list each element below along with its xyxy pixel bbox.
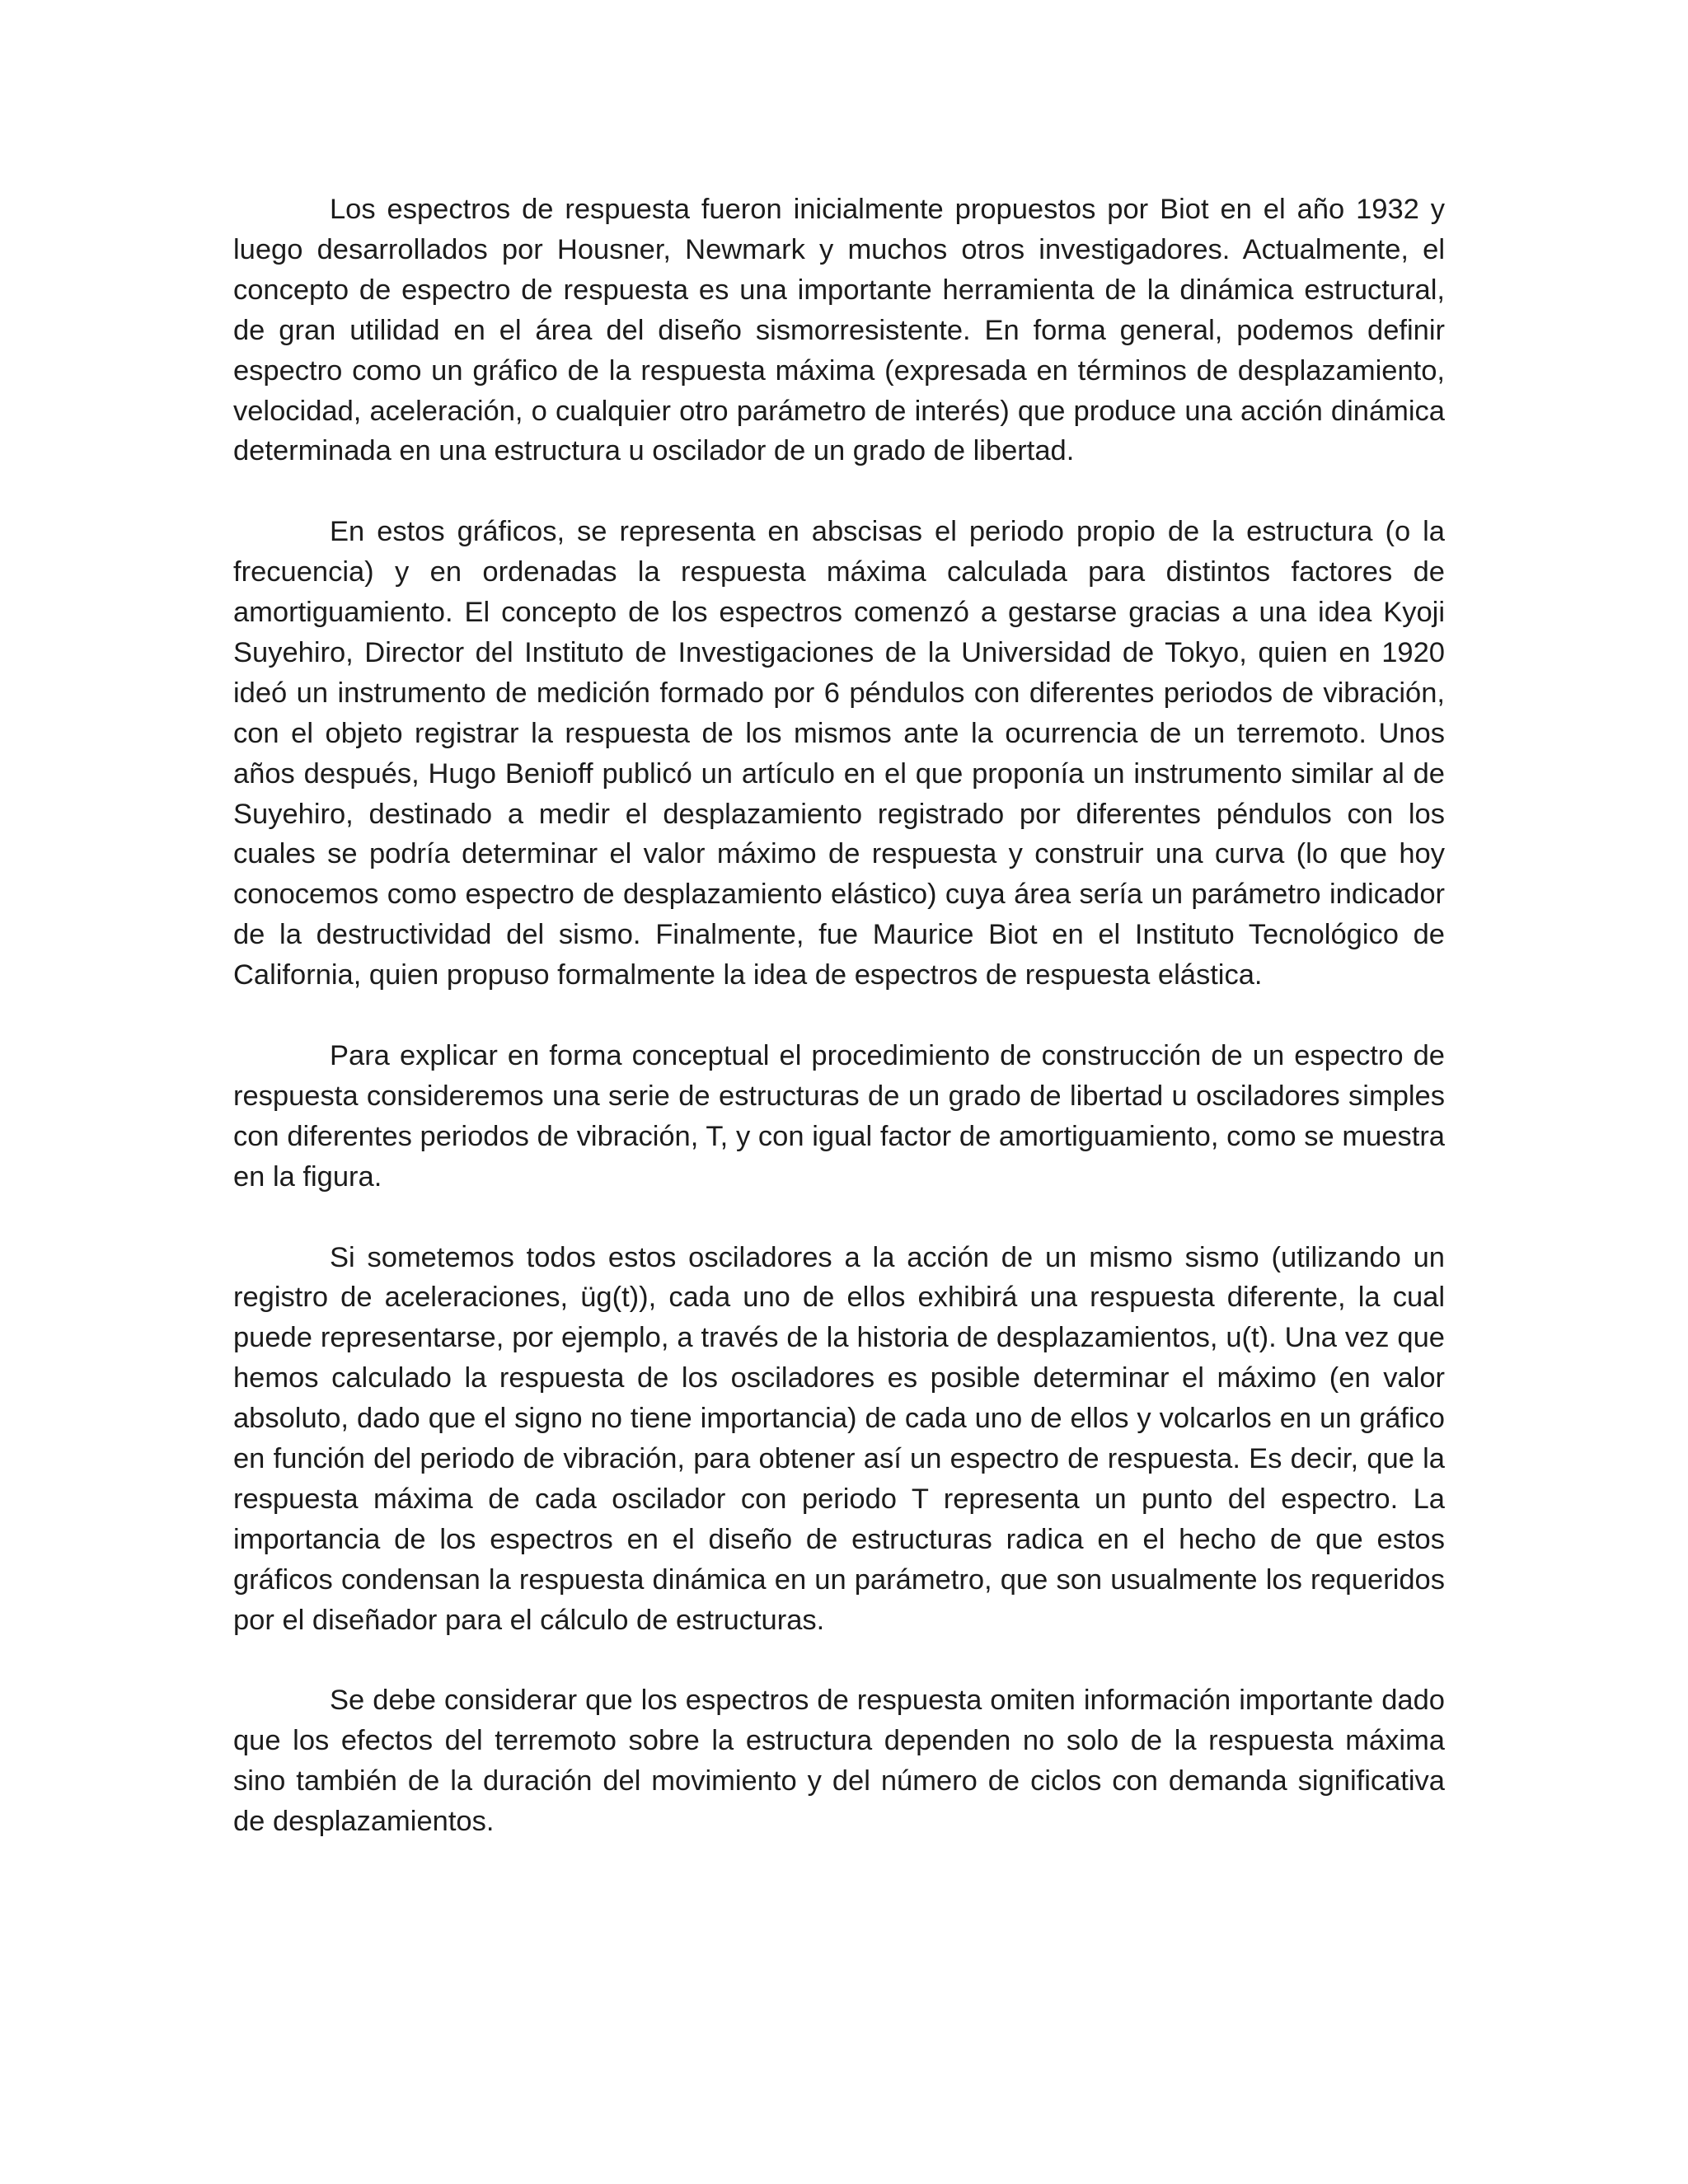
paragraph-historia-espectros: En estos gráficos, se representa en abscisas el periodo propio de la estructura (o la frecuencia) y en ordenadas la respuesta máxima calculada para distintos factores de amortiguamiento. El concepto de los espectros comenzó a gestarse gracias a una idea Kyoji Suyehiro, Director del Instituto de Investigaciones de la Universidad de Tokyo, quien en 1920 ideó un instrumento de medición formado por 6 péndulos con diferentes periodos de vibración, con el objeto registrar la respuesta de los mismos ante la ocurrencia de un terremoto. Unos años después, Hugo Benioff publicó un artículo en el que proponía un instrumento similar al de Suyehiro, destinado a medir el desplazamiento registrado por diferentes péndulos con los cuales se podría determinar el valor máximo de respuesta y construir una curva (lo que hoy conocemos como espectro de desplazamiento elástico) cuya área sería un parámetro indicador de la destructividad del sismo. Finalmente, fue Maurice Biot en el Instituto Tecnológico de California, quien propuso formalmente la idea de espectros de respuesta elástica.: [233, 516, 1445, 991]
paragraph-limitaciones-espectros: Se debe considerar que los espectros de respuesta omiten información importante dado que los efectos del terremoto sobre la estructura dependen no solo de la respuesta máxima sino también de la duración del movimiento y del número de ciclos con demanda significativa de desplazamientos.: [233, 1685, 1445, 1838]
body-text: [233, 190, 1445, 1842]
paragraph-construccion-espectro: Para explicar en forma conceptual el procedimiento de construcción de un espectro de respuesta consideremos una serie de estructuras de un grado de libertad u osciladores simples con diferentes periodos de vibración, T, y con igual factor de amortiguamiento, como se muestra en la figura.: [233, 1040, 1445, 1193]
paragraph-origen-espectros: Los espectros de respuesta fueron inicialmente propuestos por Biot en el año 1932 y luego desarrollados por Housner, Newmark y muchos otros investigadores. Actualmente, el concepto de espectro de respuesta es una importante herramienta de la dinámica estructural, de gran utilidad en el área del diseño sismorresistente. En forma general, podemos definir espectro como un gráfico de la respuesta máxima (expresada en términos de desplazamiento, velocidad, aceleración, o cualquier otro parámetro de interés) que produce una acción dinámica determinada en una estructura u oscilador de un grado de libertad.: [233, 194, 1445, 467]
paragraph-respuesta-osciladores: Si sometemos todos estos osciladores a la acción de un mismo sismo (utilizando un registro de aceleraciones, üg(t)), cada uno de ellos exhibirá una respuesta diferente, la cual puede representarse, por ejemplo, a través de la historia de desplazamientos, u(t). Una vez que hemos calculado la respuesta de los osciladores es posible determinar el máximo (en valor absoluto, dado que el signo no tiene importancia) de cada uno de ellos y volcarlos en un gráfico en función del periodo de vibración, para obtener así un espectro de respuesta. Es decir, que la respuesta máxima de cada oscilador con periodo T representa un punto del espectro. La importancia de los espectros en el diseño de estructuras radica en el hecho de que estos gráficos condensan la respuesta dinámica en un parámetro, que son usualmente los requeridos por el diseñador para el cálculo de estructuras.: [233, 1241, 1445, 1636]
